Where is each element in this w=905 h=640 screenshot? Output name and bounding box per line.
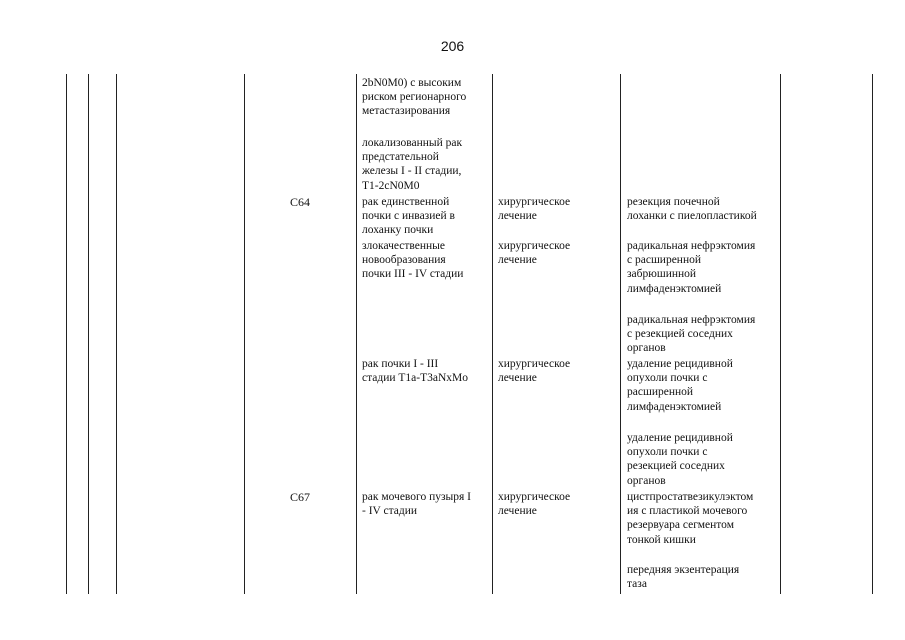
column-divider	[244, 74, 245, 594]
method-cell: удаление рецидивной опухоли почки с резекцией соседних органов	[627, 432, 733, 487]
method-cell: радикальная нефрэктомия с резекцией соседних органов	[627, 314, 756, 355]
diagnosis-cell: злокачественные новообразования почки III - IV стадии	[362, 240, 464, 281]
diagnosis-cell: 2bN0M0) с высоким риском регионарного метастазирования	[362, 77, 467, 118]
method-cell: цистпростатвезикулэктом ия с пластикой мочевого резервуара сегментом тонкой кишки	[627, 491, 754, 546]
method-cell: радикальная нефрэктомия с расширенной забрюшинной лимфаденэктомией	[627, 240, 756, 295]
column-divider	[66, 74, 67, 594]
column-divider	[356, 74, 357, 594]
column-divider	[492, 74, 493, 594]
treatment-cell: хирургическое лечение	[498, 196, 571, 223]
treatment-cell: хирургическое лечение	[498, 240, 571, 267]
column-divider	[620, 74, 621, 594]
page-number: 206	[440, 38, 465, 54]
icd-code-cell: C64	[290, 195, 311, 209]
column-divider	[116, 74, 117, 594]
diagnosis-cell: рак почки I - III стадии T1a-T3aNxMo	[362, 358, 469, 385]
icd-code-cell: C67	[290, 490, 311, 504]
diagnosis-cell: локализованный рак предстательной железы I - II стадии, T1-2cN0M0	[362, 137, 463, 192]
method-cell: удаление рецидивной опухоли почки с расширенной лимфаденэктомией	[627, 358, 733, 413]
column-divider	[872, 74, 873, 594]
method-cell: резекция почечной лоханки с пиелопластикой	[627, 196, 757, 223]
treatment-cell: хирургическое лечение	[498, 491, 571, 518]
diagnosis-cell: рак мочевого пузыря I - IV стадии	[362, 491, 472, 518]
diagnosis-cell: рак единственной почки с инвазией в лоханку почки	[362, 196, 455, 237]
column-divider	[88, 74, 89, 594]
column-divider	[780, 74, 781, 594]
treatment-cell: хирургическое лечение	[498, 358, 571, 385]
method-cell: передняя экзентерация таза	[627, 564, 740, 591]
